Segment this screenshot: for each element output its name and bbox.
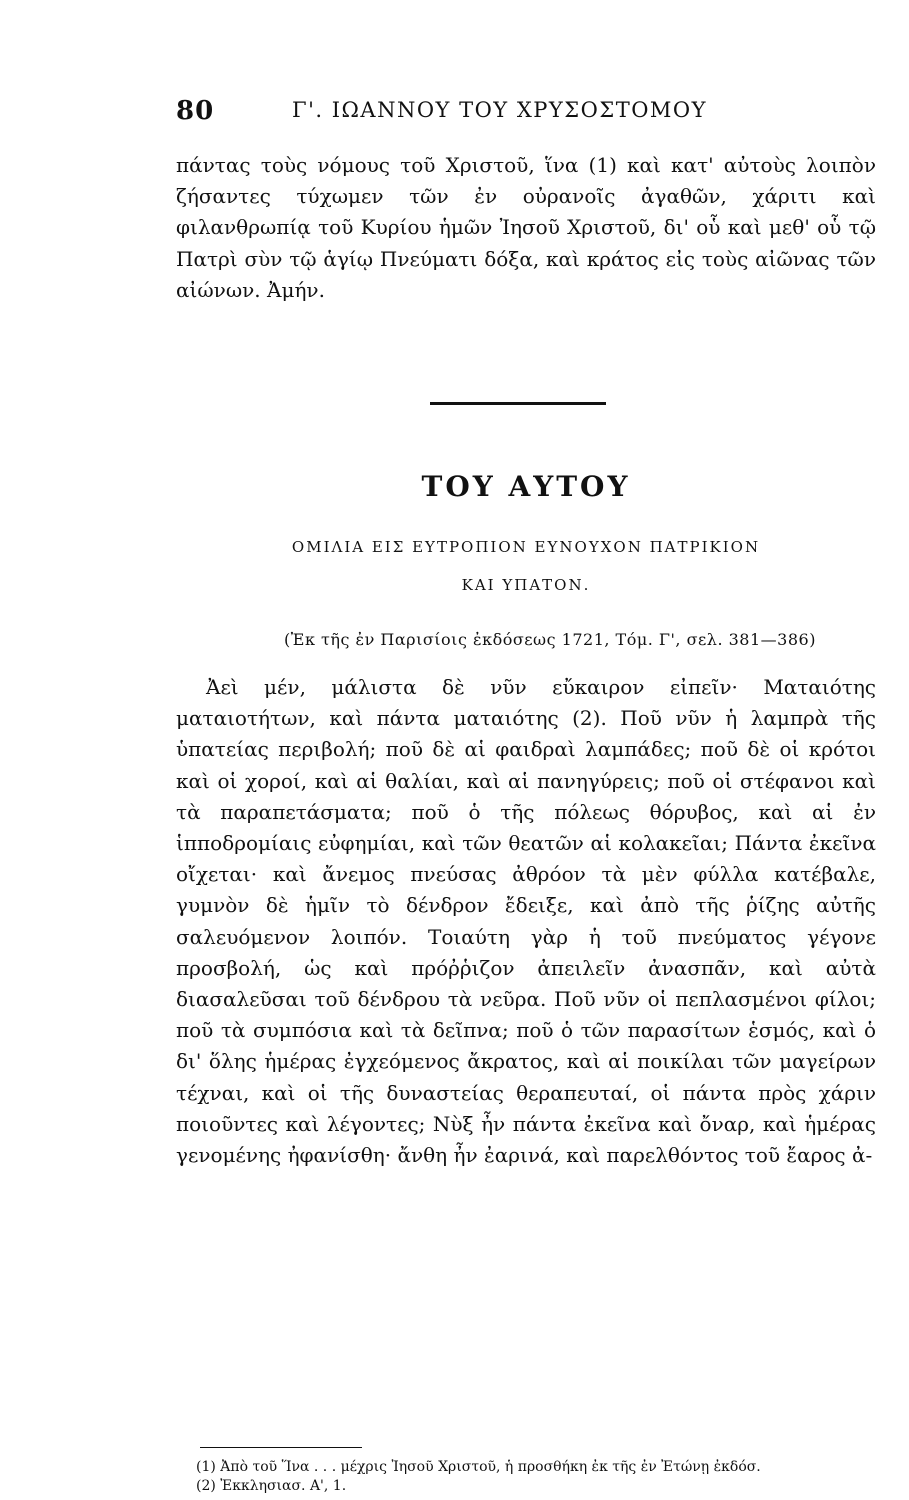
body-paragraph [176, 672, 876, 1171]
running-title: Γ'. ΙΩΑΝΝΟΥ ΤΟΥ ΧΡΥΣΟΣΤΟΜΟΥ [292, 98, 707, 122]
footnote-1: (1) Ἀπὸ τοῦ Ἵνα . . . μέχρις Ἰησοῦ Χριστοῦ, ἡ προσθήκη ἐκ τῆς ἐν Ἐτώνῃ ἐκδόσ. [196, 1459, 761, 1475]
section-divider [430, 402, 606, 405]
previous-homily-ending [176, 150, 876, 306]
page-number: 80 [176, 96, 215, 126]
previous-text-paragraph: πάντας τοὺς νόμους τοῦ Χριστοῦ, ἵνα (1) καὶ κατ' αὐτοὺς λοιπὸν ζήσαντες τύχωμεν τῶν ἐν οὐρανοῖς ἀγαθῶν, χάριτι καὶ φιλανθρωπίᾳ τοῦ Κυρίου ἡμῶν Ἰησοῦ Χριστοῦ, δι' οὗ καὶ μεθ' οὗ τῷ Πατρὶ σὺν τῷ ἁγίῳ Πνεύματι δόξα, καὶ κράτος εἰς τοὺς αἰῶνας τῶν αἰώνων. Ἀμήν. [176, 153, 876, 302]
footnote-rule [200, 1447, 362, 1448]
homily-title-line-1: ΟΜΙΛΙΑ ΕΙΣ ΕΥΤΡΟΠΙΟΝ ΕΥΝΟΥΧΟΝ ΠΑΤΡΙΚΙΟΝ [291, 538, 761, 556]
homily-body [176, 672, 876, 1171]
body-paragraph-text: Ἀεὶ μέν, μάλιστα δὲ νῦν εὔκαιρον εἰπεῖν· Ματαιότης ματαιοτήτων, καὶ πάντα ματαιότης (2). Ποῦ νῦν ἡ λαμπρὰ τῆς ὑπατείας περιβολή; ποῦ δὲ αἱ φαιδραὶ λαμπάδες; ποῦ δὲ οἱ κρότοι καὶ οἱ χοροί, καὶ αἱ θαλίαι, καὶ αἱ πανηγύρεις; ποῦ οἱ στέφανοι καὶ τὰ παραπετάσματα; ποῦ ὁ τῆς πόλεως θόρυβος, καὶ αἱ ἐν ἱπποδρομίαις εὐφημίαι, καὶ τῶν θεατῶν αἱ κολακεῖαι; Πάντα ἐκεῖνα οἴχεται· καὶ ἄνεμος πνεύσας ἀθρόον τὰ μὲν φύλλα κατέβαλε, γυμνὸν δὲ ἡμῖν τὸ δένδρον ἔδειξε, καὶ ἀπὸ τῆς ῥίζης αὐτῆς σαλευόμενον λοιπόν. Τοιαύτη γὰρ ἡ τοῦ πνεύματος γέγονε προσβολή, ὡς καὶ πρόῤῥιζον ἀπειλεῖν ἀνασπᾶν, καὶ αὐτὰ διασαλεῦσαι τοῦ δένδρου τὰ νεῦρα. Ποῦ νῦν οἱ πεπλασμένοι φίλοι; ποῦ τὰ συμπόσια καὶ τὰ δεῖπνα; ποῦ ὁ τῶν παρασίτων ἑσμός, καὶ ὁ δι' ὅλης ἡμέρας ἐγχεόμενος ἄκρατος, καὶ αἱ ποικίλαι τῶν μαγείρων τέχναι, καὶ οἱ τῆς δυναστείας θεραπευταί, οἱ πάντα πρὸς χάριν ποιοῦντες καὶ λέγοντες; Νὺξ ἦν πάντα ἐκεῖνα καὶ ὄναρ, καὶ ἡμέρας γενομένης ἠφανίσθη· ἄνθη ἦν ἐαρινά, καὶ παρελθόντος τοῦ ἔαρος ἀ- [176, 675, 876, 1168]
footnote-2: (2) Ἐκκλησιασ. Α', 1. [196, 1478, 347, 1494]
homily-title-line-2: ΚΑΙ ΥΠΑΤΟΝ. [461, 576, 591, 594]
page-header [176, 96, 736, 136]
source-note: (Ἐκ τῆς ἐν Παρισίοις ἐκδόσεως 1721, Τόμ. Γ', σελ. 381—386) [284, 630, 816, 649]
footnotes [196, 1458, 876, 1496]
section-title: ΤΟΥ ΑΥΤΟΥ [421, 470, 631, 503]
